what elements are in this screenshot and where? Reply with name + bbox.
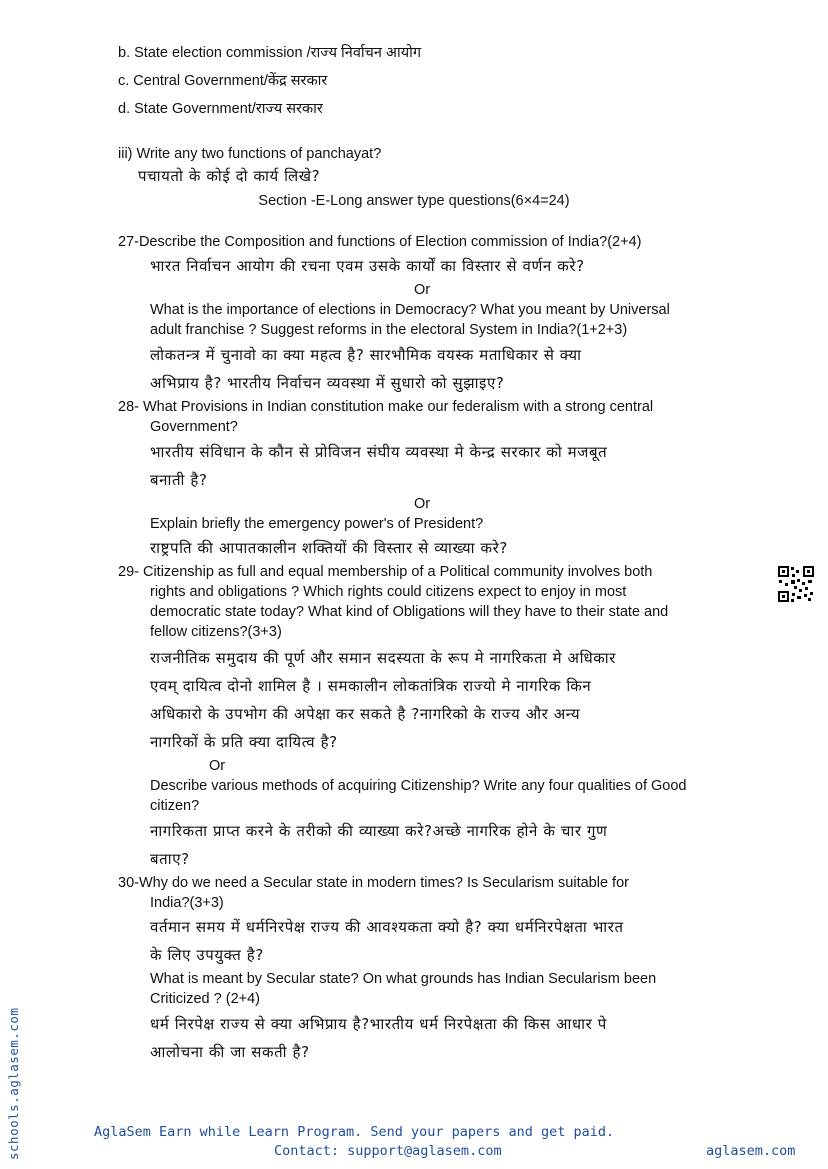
q27b-en2: adult franchise ? Suggest reforms in the electoral System in India?(1+2+3) <box>150 322 628 338</box>
q28-hi1: भारतीय संविधान के कौन से प्रोविजन संघीय व्यवस्था मे केन्द्र सरकार को मजबूत <box>150 443 608 461</box>
q29b-en2: citizen? <box>150 798 200 814</box>
q28-en2: Government? <box>150 419 238 435</box>
q27-en: 27-Describe the Composition and functions of Election commission of India?(2+4) <box>118 234 642 250</box>
q27b-hi1: लोकतन्त्र में चुनावो का क्या महत्व है? सारभौमिक वयस्क मताधिकार से क्या <box>150 346 582 364</box>
footer-program-text: AglaSem Earn while Learn Program. Send your papers and get paid. <box>94 1124 615 1140</box>
opt-c: c. Central Government/केंद्र सरकार <box>118 73 328 89</box>
q29-hi4: नागरिकों के प्रति क्या दायित्व है? <box>150 733 338 751</box>
or-label: Or <box>414 282 431 298</box>
q30b-hi2: आलोचना की जा सकती है? <box>150 1043 310 1061</box>
q29b-en1: Describe various methods of acquiring Citizenship? Write any four qualities of Good <box>150 778 687 794</box>
q29-hi1: राजनीतिक समुदाय की पूर्ण और समान सदस्यता के रूप मे नागरिकता मे अधिकार <box>150 649 617 667</box>
or-label: Or <box>209 758 226 774</box>
q29-en2: rights and obligations ? Which rights could citizens expect to enjoy in most <box>150 584 627 600</box>
q30-en2: India?(3+3) <box>150 895 224 911</box>
q30b-en1: What is meant by Secular state? On what grounds has Indian Secularism been <box>150 971 657 987</box>
footer-contact-text: Contact: support@aglasem.com <box>274 1143 502 1159</box>
q30-hi1: वर्तमान समय में धर्मनिरपेक्ष राज्य की आवश्यकता क्यो है? क्या धर्मनिरपेक्षता भारत <box>150 918 624 936</box>
qr-code-icon <box>777 565 815 603</box>
opt-b: b. State election commission /राज्य निर्वाचन आयोग <box>118 45 422 61</box>
q28-en1: 28- What Provisions in Indian constitution make our federalism with a strong central <box>118 399 654 415</box>
q27-hi: भारत निर्वाचन आयोग की रचना एवम उसके कार्यों का विस्तार से वर्णन करे? <box>150 257 585 275</box>
opt-d: d. State Government/राज्य सरकार <box>118 101 323 117</box>
q27b-hi2: अभिप्राय है? भारतीय निर्वाचन व्यवस्था में सुधारो को सुझाइए? <box>150 374 505 392</box>
q29-hi2: एवम् दायित्व दोनो शामिल है । समकालीन लोकतांत्रिक राज्यो मे नागरिक किन <box>150 677 592 695</box>
side-watermark: schools.aglasem.com <box>6 1007 21 1160</box>
q30-en1: 30-Why do we need a Secular state in modern times? Is Secularism suitable for <box>118 875 629 891</box>
q29b-hi2: बताए? <box>150 850 190 868</box>
q30-hi2: के लिए उपयुक्त है? <box>150 946 264 964</box>
q30b-hi1: धर्म निरपेक्ष राज्य से क्या अभिप्राय है?भारतीय धर्म निरपेक्षता की किस आधार पे <box>150 1015 607 1033</box>
q29-en3: democratic state today? What kind of Obligations will they have to their state and <box>150 604 669 620</box>
q30b-en2: Criticized ? (2+4) <box>150 991 260 1007</box>
q29-en4: fellow citizens?(3+3) <box>150 624 282 640</box>
q27b-en1: What is the importance of elections in Democracy? What you meant by Universal <box>150 302 670 318</box>
q29-hi3: अधिकारो के उपभोग की अपेक्षा कर सकते है ?नागरिको के राज्य और अन्य <box>150 705 581 723</box>
q-iii-hi: पचायतो के कोई दो कार्य लिखे? <box>138 167 321 185</box>
q28b-en: Explain briefly the emergency power's of President? <box>150 516 484 532</box>
q-iii-en: iii) Write any two functions of panchayat? <box>118 146 382 162</box>
section-e-heading: Section -E-Long answer type questions(6×4=24) <box>258 193 570 209</box>
footer-site-text: aglasem.com <box>706 1143 796 1159</box>
q29-en1: 29- Citizenship as full and equal membership of a Political community involves both <box>118 564 653 580</box>
q28b-hi: राष्ट्रपति की आपातकालीन शक्तियों की विस्तार से व्याख्या करे? <box>150 539 508 557</box>
or-label: Or <box>414 496 431 512</box>
q28-hi2: बनाती है? <box>150 471 208 489</box>
q29b-hi1: नागरिकता प्राप्त करने के तरीको की व्याख्या करे?अच्छे नागरिक होने के चार गुण <box>150 822 608 840</box>
